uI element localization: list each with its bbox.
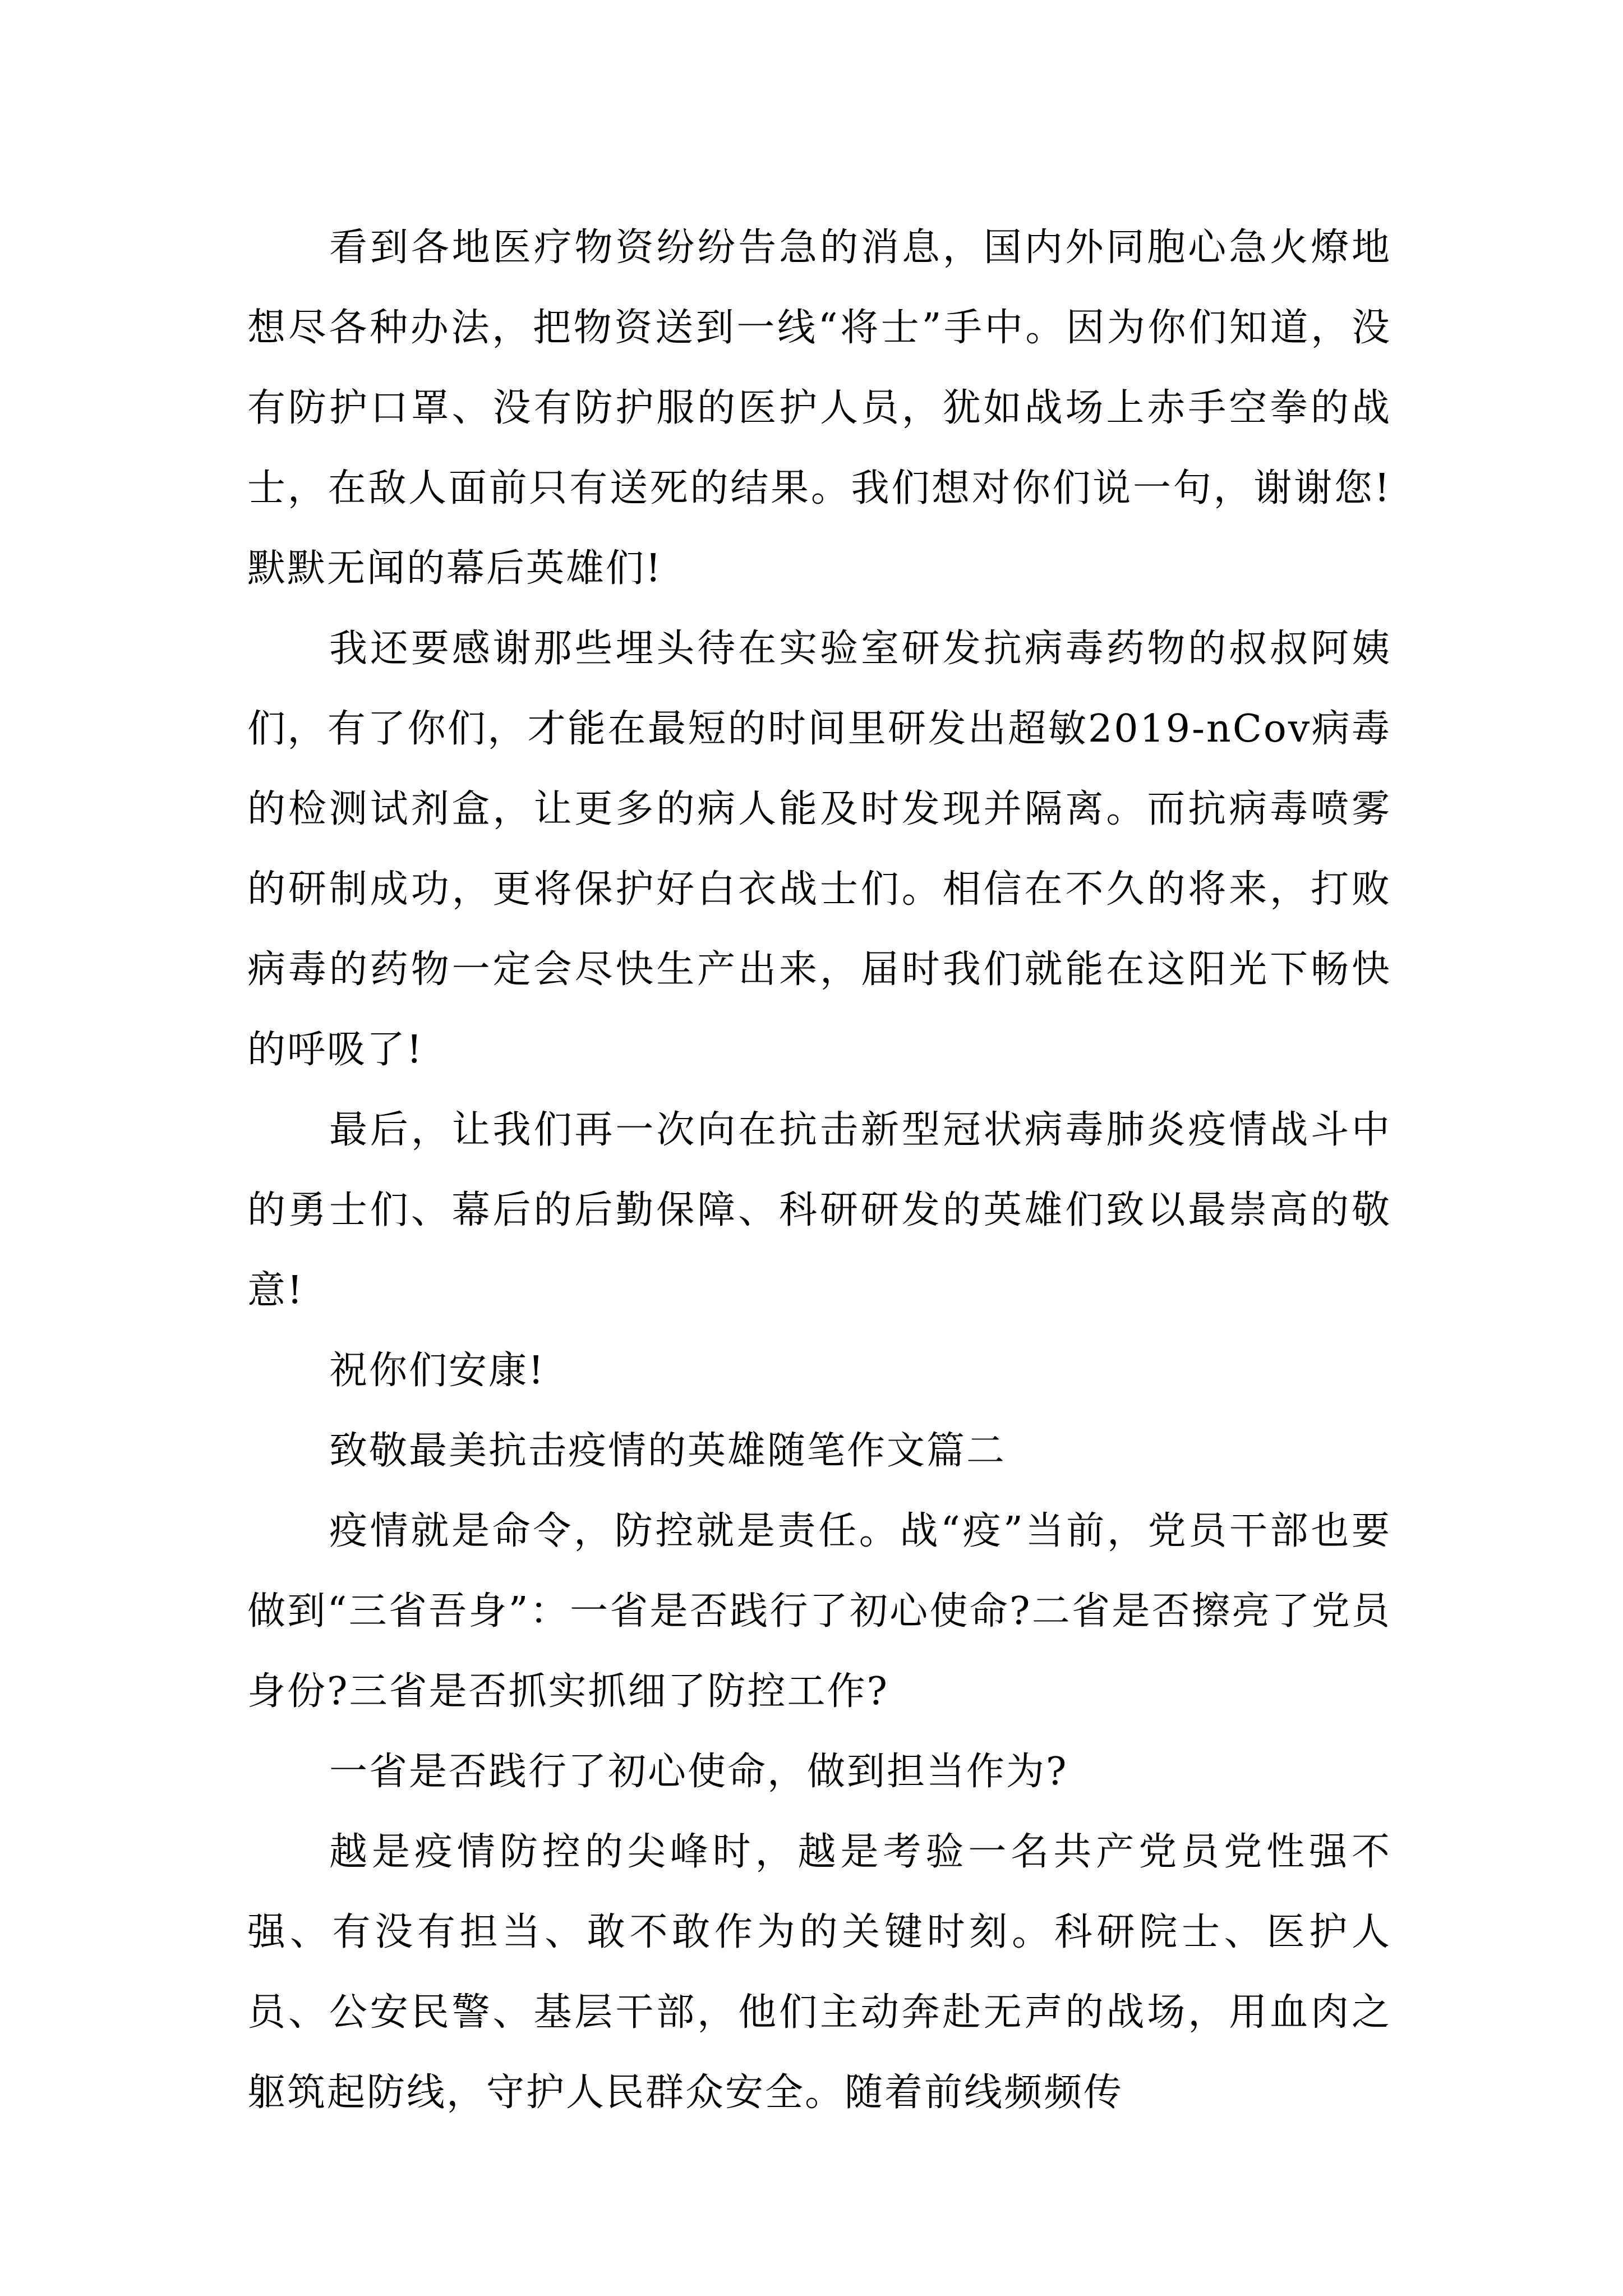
paragraph-researchers: 我还要感谢那些埋头待在实验室研发抗病毒药物的叔叔阿姨们，有了你们，才能在最短的时间里研发出超敏2019-nCov病毒的检测试剂盒，让更多的病人能及时发现并隔离。而抗病毒喷雾的研制成功，更将保护好白衣战士们。相信在不久的将来，打败病毒的药物一定会尽快生产出来，届时我们就能在这阳光下畅快的呼吸了! <box>247 627 1391 1072</box>
section-heading: 致敬最美抗击疫情的英雄随笔作文篇二 <box>329 1429 1007 1473</box>
paragraph-tribute: 最后，让我们再一次向在抗击新型冠状病毒肺炎疫情战斗中的勇士们、幕后的后勤保障、科研研发的英雄们致以最崇高的敬意! <box>247 1108 1391 1313</box>
paragraph-three-reflections: 疫情就是命令，防控就是责任。战“疫”当前，党员干部也要做到“三省吾身”：一省是否践行了初心使命?二省是否擦亮了党员身份?三省是否抓实抓细了防控工作? <box>247 1509 1391 1714</box>
paragraph-frontline: 越是疫情防控的尖峰时，越是考验一名共产党员党性强不强、有没有担当、敢不敢作为的关键时刻。科研院士、医护人员、公安民警、基层干部，他们主动奔赴无声的战场，用血肉之躯筑起防线，守护人民群众安全。随着前线频频传 <box>247 1830 1391 2115</box>
document-body <box>247 208 1391 2133</box>
paragraph-blessing: 祝你们安康! <box>329 1349 546 1393</box>
paragraph-first-reflection: 一省是否践行了初心使命，做到担当作为? <box>329 1750 1068 1794</box>
paragraph-medical-supplies: 看到各地医疗物资纷纷告急的消息，国内外同胞心急火燎地想尽各种办法，把物资送到一线“将士”手中。因为你们知道，没有防护口罩、没有防护服的医护人员，犹如战场上赤手空拳的战士，在敌人面前只有送死的结果。我们想对你们说一句，谢谢您!默默无闻的幕后英雄们! <box>247 226 1391 591</box>
